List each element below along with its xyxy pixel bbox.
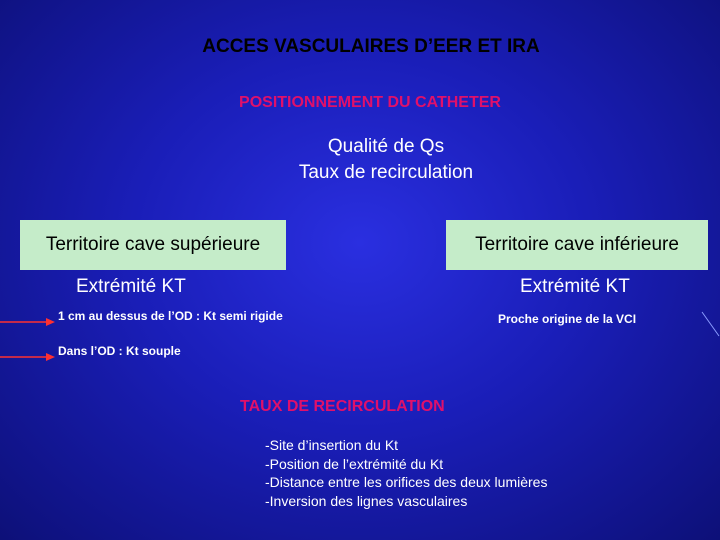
slide-subtitle: POSITIONNEMENT DU CATHETER — [239, 94, 501, 111]
list-item: -Site d’insertion du Kt — [265, 437, 399, 453]
extremite-left: Extrémité KT — [76, 276, 186, 297]
arrow-right-icon — [0, 316, 55, 328]
list-item: -Distance entre les orifices des deux lumières — [265, 474, 548, 490]
note-origine-vci: Proche origine de la VCI — [498, 312, 637, 326]
extremite-right: Extrémité KT — [520, 276, 630, 297]
box-cave-inferieure: Territoire cave inférieure — [446, 220, 708, 270]
note-souple: Dans l’OD : Kt souple — [58, 344, 181, 358]
quality-line-qs: Qualité de Qs — [327, 136, 445, 157]
box-cave-superieure: Territoire cave supérieure — [20, 220, 286, 270]
recirculation-factors-list — [265, 436, 547, 510]
decorative-line — [700, 310, 720, 340]
arrow-right-icon — [0, 351, 55, 363]
list-item: -Position de l’extrémité du Kt — [265, 455, 444, 472]
quality-criteria — [0, 134, 720, 186]
note-semi-rigide: 1 cm au dessus de l’OD : Kt semi rigide — [58, 309, 283, 323]
recirculation-heading: TAUX DE RECIRCULATION — [240, 398, 445, 415]
list-item: -Inversion des lignes vasculaires — [265, 492, 468, 509]
slide-title: ACCES VASCULAIRES D’EER ET IRA — [202, 36, 540, 57]
quality-line-recirculation: Taux de recirculation — [298, 162, 474, 183]
